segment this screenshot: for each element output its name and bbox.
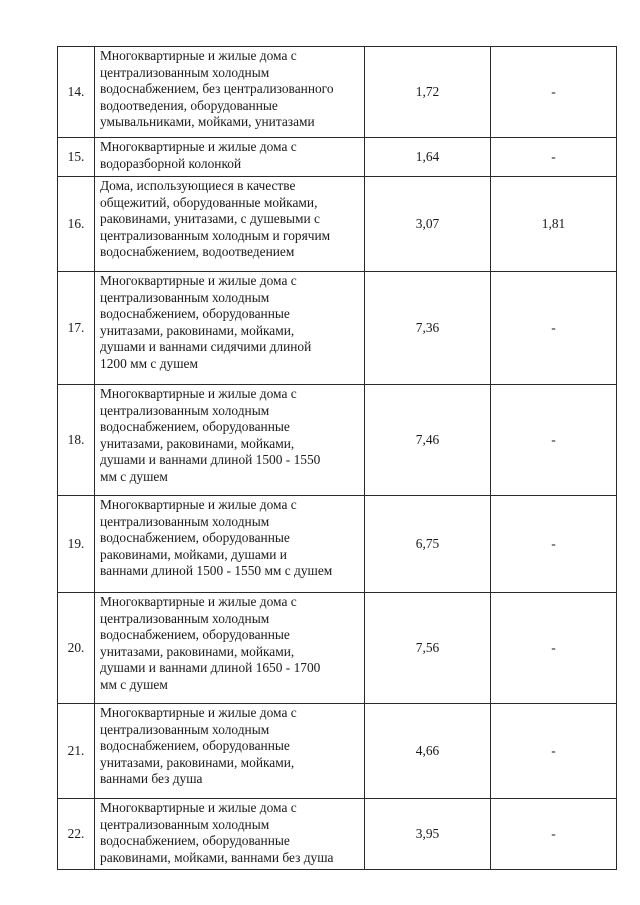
hot-water-norm: -	[491, 593, 617, 704]
table-row	[58, 47, 617, 138]
hot-water-norm: -	[491, 272, 617, 385]
table-row	[58, 704, 617, 799]
row-number: 16.	[58, 177, 95, 272]
cold-water-norm: 3,95	[365, 799, 491, 870]
table-row	[58, 799, 617, 870]
cold-water-norm: 1,64	[365, 138, 491, 177]
table-row	[58, 385, 617, 496]
row-number: 14.	[58, 47, 95, 138]
row-description: Многоквартирные и жилые дома с централизованным холодным водоснабжением, оборудованные раковинами, мойками, душами и ваннами длиной 1500 - 1550 мм с душем	[95, 496, 365, 593]
hot-water-norm: -	[491, 47, 617, 138]
row-number: 15.	[58, 138, 95, 177]
row-description: Многоквартирные и жилые дома с централизованным холодным водоснабжением, без централизованного водоотведения, оборудованные умывальниками, мойками, унитазами	[95, 47, 365, 138]
cold-water-norm: 7,56	[365, 593, 491, 704]
cold-water-norm: 3,07	[365, 177, 491, 272]
cold-water-norm: 1,72	[365, 47, 491, 138]
row-number: 22.	[58, 799, 95, 870]
consumption-norms-table	[57, 46, 617, 870]
row-description: Многоквартирные и жилые дома с водоразборной колонкой	[95, 138, 365, 177]
row-number: 19.	[58, 496, 95, 593]
row-number: 17.	[58, 272, 95, 385]
row-description: Многоквартирные и жилые дома с централизованным холодным водоснабжением, оборудованные унитазами, раковинами, мойками, душами и ваннами сидячими длиной 1200 мм с душем	[95, 272, 365, 385]
hot-water-norm: -	[491, 138, 617, 177]
row-description: Дома, использующиеся в качестве общежитий, оборудованные мойками, раковинами, унитазами, с душевыми с централизованным холодным и горячим водоснабжением, водоотведением	[95, 177, 365, 272]
row-number: 21.	[58, 704, 95, 799]
row-description: Многоквартирные и жилые дома с централизованным холодным водоснабжением, оборудованные унитазами, раковинами, мойками, душами и ваннами длиной 1500 - 1550 мм с душем	[95, 385, 365, 496]
hot-water-norm: -	[491, 385, 617, 496]
row-description: Многоквартирные и жилые дома с централизованным холодным водоснабжением, оборудованные унитазами, раковинами, мойками, душами и ваннами длиной 1650 - 1700 мм с душем	[95, 593, 365, 704]
table-row	[58, 138, 617, 177]
hot-water-norm: -	[491, 496, 617, 593]
hot-water-norm: -	[491, 704, 617, 799]
cold-water-norm: 7,36	[365, 272, 491, 385]
table-row	[58, 177, 617, 272]
row-description: Многоквартирные и жилые дома с централизованным холодным водоснабжением, оборудованные раковинами, мойками, ваннами без душа	[95, 799, 365, 870]
hot-water-norm: 1,81	[491, 177, 617, 272]
table-row	[58, 593, 617, 704]
cold-water-norm: 6,75	[365, 496, 491, 593]
row-number: 20.	[58, 593, 95, 704]
row-number: 18.	[58, 385, 95, 496]
cold-water-norm: 7,46	[365, 385, 491, 496]
cold-water-norm: 4,66	[365, 704, 491, 799]
hot-water-norm: -	[491, 799, 617, 870]
row-description: Многоквартирные и жилые дома с централизованным холодным водоснабжением, оборудованные унитазами, раковинами, мойками, ваннами без душа	[95, 704, 365, 799]
table-row	[58, 496, 617, 593]
table-row	[58, 272, 617, 385]
